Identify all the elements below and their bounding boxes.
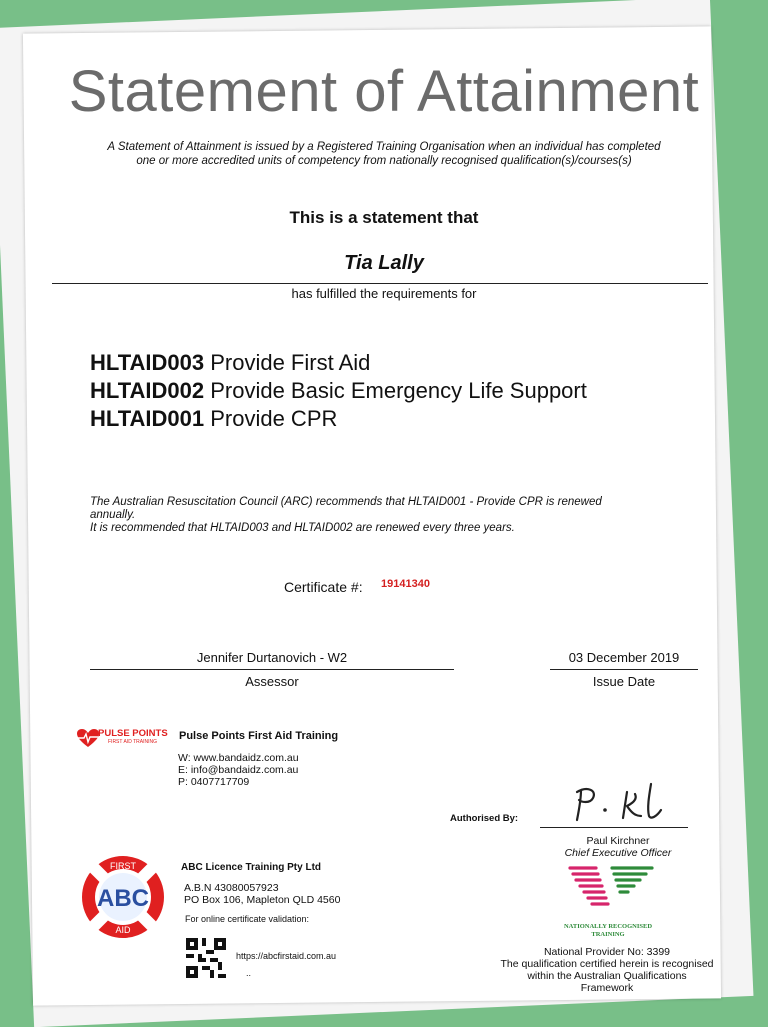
- abc-first-aid-logo: [79, 853, 167, 941]
- recipient-name: Tia Lally: [344, 252, 424, 274]
- heart-icon: [76, 728, 100, 748]
- signatory-title: Chief Executive Officer: [564, 847, 672, 859]
- unit-row: [90, 350, 370, 376]
- unit-title: Provide First Aid: [210, 350, 371, 375]
- pulse-points-logo: [76, 727, 172, 749]
- national-provider-number: National Provider No: 3399: [543, 946, 671, 958]
- authorised-by-label: Authorised By:: [450, 813, 519, 824]
- note-line-1: The Australian Resuscitation Council (ARC) recommends that HLTAID001 - Provide CPR is renewed: [90, 496, 602, 508]
- provider-phone: P: 0407717709: [178, 776, 250, 788]
- nrt-logo-line-1: NATIONALLY RECOGNISED: [563, 923, 653, 930]
- rto-details: [184, 882, 340, 906]
- recognition-line-1: The qualification certified herein is recognised: [500, 958, 714, 970]
- rto-abn: A.B.N 43080057923: [184, 882, 279, 894]
- renewal-note: [90, 496, 690, 535]
- signatory-name: Paul Kirchner: [586, 835, 650, 847]
- nrt-details: [500, 946, 714, 994]
- certificate-number-label: Certificate #:: [284, 579, 363, 595]
- issue-date-label: Issue Date: [592, 674, 656, 689]
- abc-logo-main-text: ABC: [97, 885, 149, 912]
- assessor-line: [90, 669, 454, 670]
- nrt-logo-text: [538, 923, 678, 939]
- abc-logo-top-text: FIRST: [110, 861, 136, 871]
- intro-text: [60, 140, 708, 168]
- validation-text: For online certificate validation:: [185, 914, 310, 924]
- unit-title: Provide CPR: [210, 406, 338, 431]
- validation-dots: ..: [246, 968, 252, 978]
- unit-code: HLTAID003: [90, 350, 205, 375]
- rto-address: PO Box 106, Mapleton QLD 4560: [184, 894, 341, 906]
- assessor-label: Assessor: [245, 674, 299, 689]
- note-line-2: annually.: [90, 509, 136, 521]
- authorised-signature-line: [540, 827, 688, 828]
- provider-contact: [178, 752, 299, 788]
- provider-email: E: info@bandaidz.com.au: [178, 764, 299, 776]
- nrt-logo-line-2: TRAINING: [591, 931, 625, 938]
- issue-date-line: [550, 669, 698, 670]
- provider-website: W: www.bandaidz.com.au: [178, 752, 299, 764]
- intro-line-1: A Statement of Attainment is issued by a Registered Training Organisation when an individual has completed: [107, 141, 661, 153]
- qr-code[interactable]: [186, 938, 226, 978]
- fulfilled-text: has fulfilled the requirements for: [291, 286, 477, 301]
- unit-row: [90, 378, 587, 404]
- abc-logo-bottom-text: AID: [115, 925, 131, 935]
- validation-url[interactable]: https://abcfirstaid.com.au: [236, 951, 337, 961]
- intro-line-2: one or more accredited units of competency from nationally recognised qualification(s)/courses(s): [136, 155, 632, 167]
- pulse-points-logo-subtext: FIRST AID TRAINING: [108, 739, 157, 745]
- statement-heading: This is a statement that: [289, 208, 479, 227]
- nationally-recognised-training-logo: [566, 864, 656, 920]
- unit-row: [90, 406, 337, 432]
- certificate-number: 19141340: [381, 578, 430, 590]
- name-divider: [52, 283, 708, 284]
- unit-code: HLTAID001: [90, 406, 205, 431]
- certificate-title: Statement of Attainment: [68, 59, 700, 124]
- unit-code: HLTAID002: [90, 378, 205, 403]
- recognition-line-2: within the Australian Qualifications Framework: [527, 970, 687, 994]
- assessor-name: Jennifer Durtanovich - W2: [196, 650, 348, 665]
- rto-name: ABC Licence Training Pty Ltd: [181, 862, 322, 873]
- provider-name: Pulse Points First Aid Training: [179, 730, 339, 742]
- signature: [565, 780, 675, 826]
- note-line-3: It is recommended that HLTAID003 and HLTAID002 are renewed every three years.: [90, 522, 515, 534]
- issue-date: 03 December 2019: [568, 650, 680, 665]
- unit-title: Provide Basic Emergency Life Support: [210, 378, 587, 403]
- pulse-points-logo-text: PULSE POINTS: [98, 728, 168, 739]
